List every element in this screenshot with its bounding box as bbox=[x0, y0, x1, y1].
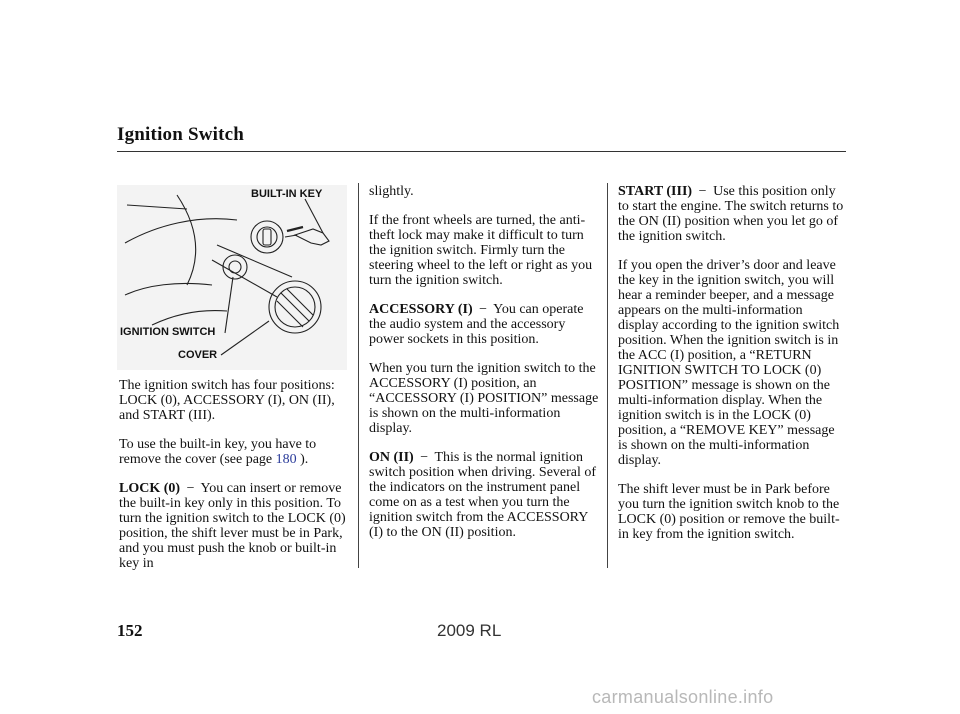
start-section bbox=[618, 184, 846, 244]
watermark-text: carmanualsonline.info bbox=[592, 687, 774, 707]
column-divider-2 bbox=[607, 183, 608, 568]
intro-paragraph: The ignition switch has four positions: LOCK (0), ACCESSORY (I), ON (II), and START (III). bbox=[119, 378, 335, 423]
built-in-key-text-end: ). bbox=[300, 452, 309, 467]
page-number: 152 bbox=[117, 621, 143, 640]
ignition-switch-illustration bbox=[117, 185, 347, 370]
accessory-message-paragraph: When you turn the ignition switch to the ACCESSORY (I) position, an “ACCESSORY (I) POSITION” message is shown on the multi-information display. bbox=[369, 361, 599, 436]
column-2 bbox=[369, 184, 603, 540]
built-in-key-text: To use the built-in key, you have to remove the cover (see page bbox=[119, 437, 317, 467]
anti-theft-paragraph: If the front wheels are turned, the anti-theft lock may make it difficult to turn the ignition switch. Firmly turn the steering wheel to the left or right as you turn the ignition switch. bbox=[369, 213, 593, 288]
on-text: This is the normal ignition switch position when driving. Several of the indicators on the instrument panel come on as a test when you turn the ignition switch from the ACCESSORY (I) to the ON (II) position. bbox=[369, 450, 597, 540]
accessory-dash: − bbox=[479, 302, 488, 317]
title-divider bbox=[117, 151, 846, 152]
lock-section bbox=[119, 481, 347, 571]
page-title: Ignition Switch bbox=[117, 124, 245, 145]
label-ignition-switch: IGNITION SWITCH bbox=[120, 326, 216, 338]
shift-lever-paragraph: The shift lever must be in Park before you turn the ignition switch knob to the LOCK (0) position or remove the built-in key from the ignition switch. bbox=[618, 482, 840, 542]
label-built-in-key: BUILT-IN KEY bbox=[251, 188, 323, 200]
door-reminder-paragraph: If you open the driver’s door and leave the key in the ignition switch, you will hear a reminder beeper, and a message appears on the multi-information display according to the ignition switch position. When the ignition switch is in the ACC (I) position, a “RETURN IGNITION SWITCH TO LOCK (0) POSITION” message is shown on the multi-information display. When the ignition switch is in the LOCK (0) position, a “REMOVE KEY” message is shown on the multi-information display. bbox=[618, 258, 840, 468]
start-dash: − bbox=[698, 184, 707, 199]
lock-text: You can insert or remove the built-in key only in this position. To turn the ignition switch to the LOCK (0) position, the shift lever must be in Park, and you must push the knob or built-in key in bbox=[119, 481, 346, 571]
start-heading: START (III) bbox=[618, 184, 693, 199]
accessory-section bbox=[369, 302, 603, 347]
on-heading: ON (II) bbox=[369, 450, 414, 465]
lock-heading: LOCK (0) bbox=[119, 481, 181, 496]
accessory-heading: ACCESSORY (I) bbox=[369, 302, 473, 317]
accessory-text: You can operate the audio system and the accessory power sockets in this position. bbox=[369, 302, 584, 347]
column-1 bbox=[119, 378, 347, 571]
lock-continued: slightly. bbox=[369, 184, 414, 199]
label-cover: COVER bbox=[178, 349, 218, 361]
on-dash: − bbox=[420, 450, 429, 465]
built-in-key-paragraph bbox=[119, 437, 347, 467]
column-divider-1 bbox=[358, 183, 359, 568]
lock-dash: − bbox=[186, 481, 195, 496]
start-text: Use this position only to start the engine. The switch returns to the ON (II) position when you let go of the ignition switch. bbox=[618, 184, 844, 244]
ignition-switch-drawing bbox=[117, 185, 347, 370]
page-reference-link[interactable]: 180 bbox=[275, 452, 297, 467]
footer-model-year: 2009 RL bbox=[437, 621, 502, 640]
on-section bbox=[369, 450, 603, 540]
column-3 bbox=[618, 184, 846, 542]
